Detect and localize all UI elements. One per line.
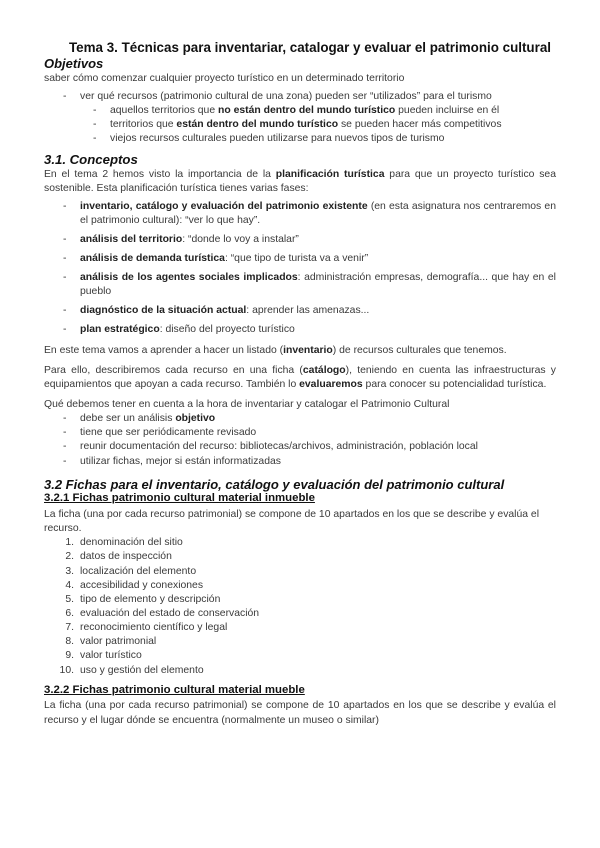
list-item [80,252,556,266]
item-number: 9. [65,650,74,662]
list-item [80,200,556,228]
bold-text: plan estratégico [80,324,160,336]
list-item: - utilizar fichas, mejor si están informatizadas [80,455,556,469]
paragraph-inventario [44,344,556,358]
list-item: - tiene que ser periódicamente revisado [80,426,556,440]
item-text: uso y gestión del elemento [80,664,204,676]
item-text: localización del elemento [80,565,197,577]
item-text: evaluación del estado de conservación [80,608,260,620]
bold-text: análisis de demanda turística [80,252,225,264]
fichas-heading: 3.2 Fichas para el inventario, catálogo y evaluación del patrimonio cultural [44,476,505,492]
list-item [65,550,556,564]
text: (en esta asignatura nos centraremos en el patrimonio cultural): “ver lo que hay”. [80,200,556,226]
bold-text: objetivo [175,413,216,425]
bold-text: análisis de los agentes sociales implicados [80,272,298,284]
bold-text: evaluaremos [299,378,363,390]
text: debe ser un análisis [80,413,176,425]
requisitos-list [44,412,556,469]
text: En el tema 2 hemos visto la importancia de la [44,169,276,181]
list-item [59,664,556,678]
item-number: 2. [65,551,74,563]
list-item [110,104,556,118]
objetivos-intro: saber cómo comenzar cualquier proyecto turístico en un determinado territorio [44,72,405,84]
item-text: valor turístico [80,650,142,662]
phases-list [44,200,556,338]
mueble-intro: La ficha (una por cada recurso patrimonial) se compone de 10 apartados en los que se describe y evalúa el recurso y el lugar dónde se encuentra (normalmente un museo o similar) [44,700,556,726]
list-item [110,118,556,132]
list-item [80,304,556,318]
text: : “que tipo de turista va a venir” [224,252,369,264]
conceptos-intro [44,168,556,196]
list-item [80,412,556,426]
item-number: 8. [65,636,74,648]
bold-text: están dentro del mundo turístico [176,119,339,131]
text: territorios que [110,119,177,131]
text: para conocer su potencialidad turística. [362,378,547,390]
text: se pueden hacer más competitivos [338,119,502,131]
list-item [65,649,556,663]
list-item [65,579,556,593]
list-item [65,565,556,579]
paragraph-catalogo [44,364,556,392]
bold-text: diagnóstico de la situación actual [80,305,247,317]
list-item: - reunir documentación del recurso: bibliotecas/archivos, administración, población local [80,440,556,454]
conceptos-heading: 3.1. Conceptos [44,152,138,168]
bold-text: inventario, catálogo y evaluación del patrimonio existente [80,200,368,212]
text: viejos recursos culturales pueden utilizarse para nuevos tipos de turismo [110,133,445,145]
page-title: Tema 3. Técnicas para inventariar, catalogar y evaluar el patrimonio cultural [68,40,551,55]
bold-text: planificación turística [275,169,385,181]
bold-text: análisis del territorio [80,233,183,245]
item-text: valor patrimonial [80,636,157,648]
text: aquellos territorios que [110,104,219,116]
item-text: accesibilidad y conexiones [80,579,204,591]
item-number: 3. [65,565,74,577]
text: ), teniendo en cuenta las infraestructuras y equipamientos que apoyan a cada recurso. También lo [44,364,556,390]
objetivos-item-text: ver qué recursos (patrimonio cultural de una zona) pueden ser “utilizados” para el turismo [80,90,492,102]
bold-text: catálogo [302,364,346,376]
item-text: tipo de elemento y descripción [80,593,221,605]
text: para que un proyecto turístico sea sostenible. Esta planificación turística tienes varias fases: [44,169,556,195]
list-item [65,607,556,621]
text: : diseño del proyecto turístico [159,324,295,336]
list-item [65,536,556,550]
list-item [65,635,556,649]
objetivos-sublist [80,104,556,146]
bold-text: no están dentro del mundo turístico [218,104,396,116]
inmueble-intro: La ficha (una por cada recurso patrimonial) se compone de 10 apartados en los que se describe y evalúa el recurso. [44,509,540,535]
item-text: denominación del sitio [80,537,183,549]
text: ) de recursos culturales que tenemos. [332,344,507,356]
text: : aprender las amenazas... [246,305,370,317]
list-item [80,90,556,147]
objetivos-list [44,90,556,147]
text: pueden incluirse en él [395,104,500,116]
paragraph-requisitos: Qué debemos tener en cuenta a la hora de inventariar y catalogar el Patrimonio Cultural [44,399,450,411]
list-item [80,271,556,299]
text: Para ello, describiremos cada recurso en una ficha ( [44,364,303,376]
bold-text: inventario [283,344,333,356]
text: : “donde lo voy a instalar” [182,233,299,245]
item-number: 10. [59,664,74,676]
objetivos-heading: Objetivos [44,56,104,72]
mueble-heading: 3.2.2 Fichas patrimonio cultural material mueble [44,683,305,696]
list-item [80,323,556,337]
item-number: 7. [65,622,74,634]
list-item [80,233,556,247]
text: : administración empresas, demografía... que hay en el pueblo [80,272,556,298]
item-number: 4. [65,579,74,591]
item-number: 5. [65,593,74,605]
inmueble-heading: 3.2.1 Fichas patrimonio cultural material inmueble [44,492,315,505]
list-item [65,621,556,635]
list-item [110,132,556,146]
apartados-list [44,536,556,677]
item-number: 1. [65,537,74,549]
text: En este tema vamos a aprender a hacer un listado ( [44,344,284,356]
list-item [65,593,556,607]
item-number: 6. [65,608,74,620]
item-text: reconocimiento científico y legal [80,622,228,634]
item-text: datos de inspección [80,551,172,563]
